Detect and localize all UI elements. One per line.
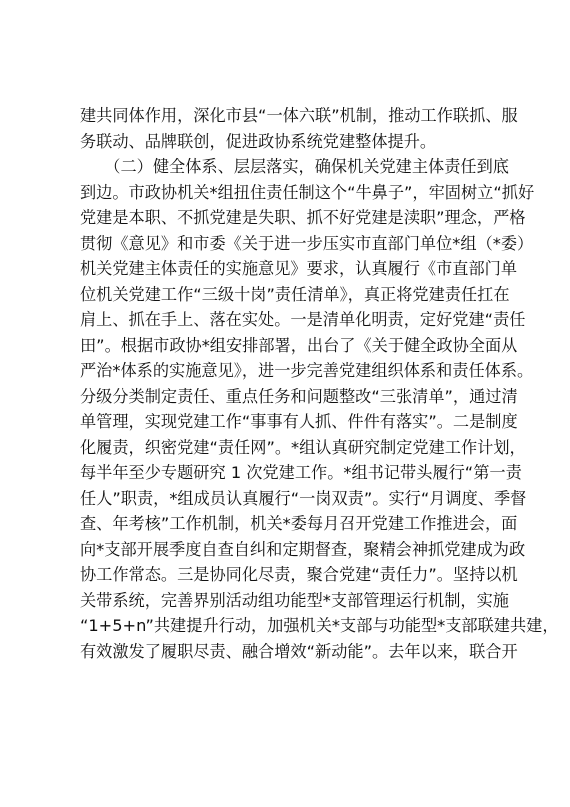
text-line: 化履责，织密党建“责任网”。*组认真研究制定党建工作计划，	[80, 437, 526, 457]
text-line: 有效激发了履职尽责、融合增效“新动能”。去年以来，联合开	[80, 641, 518, 661]
text-line: 单管理，实现党建工作“事事有人抓、件件有落实”。二是制度	[80, 412, 518, 431]
text-line: 查、年考核”工作机制，机关*委每月召开党建工作推进会，面	[80, 514, 518, 533]
text-line: 务联动、品牌联创，促进政协系统党建整体提升。	[80, 131, 437, 151]
text-line: 到边。市政协机关*组扭住责任制这个“牛鼻子”，牢固树立“抓好	[80, 182, 535, 202]
text-line: 肩上、抓在手上、落在实处。一是清单化明责，定好党建“责任	[80, 310, 526, 329]
text-line: 机关党建主体责任的实施意见》要求，认真履行《市直部门单	[80, 259, 518, 278]
text-line: “1+5+n”共建提升行动，加强机关*支部与功能型*支部联建共建，	[80, 616, 559, 635]
text-line: 关带系统，完善界别活动组功能型*支部管理运行机制，实施	[80, 590, 509, 610]
text-line: 建共同体作用，深化市县“一体六联”机制，推动工作联抓、服	[80, 106, 518, 125]
text-line: 协工作常态。三是协同化尽责，聚合党建“责任力”。坚持以机	[80, 565, 518, 584]
text-line: 任人”职责，*组成员认真履行“一岗双责”。实行“月调度、季督	[80, 488, 527, 508]
text-line: 向*支部开展季度自查自纠和定期督查，聚精会神抓党建成为政	[80, 539, 526, 559]
text-line: 分级分类制定责任、重点任务和问题整改“三张清单”，通过清	[80, 386, 518, 406]
text-line: 每半年至少专题研究 1 次党建工作。*组书记带头履行“第一责	[80, 463, 522, 482]
text-line: 位机关党建工作“三级十岗”责任清单》，真正将党建责任扛在	[80, 284, 510, 304]
text-line: 田”。根据市政协*组安排部署，出台了《关于健全政协全面从	[80, 335, 518, 355]
text-line: （二）健全体系、层层落实，确保机关党建主体责任到底	[80, 157, 509, 176]
text-line: 党建是本职、不抓党建是失职、抓不好党建是渎职”理念，严格	[80, 208, 526, 227]
text-line: 贯彻《意见》和市委《关于进一步压实市直部门单位*组（*委）	[80, 233, 534, 253]
text-line: 严治*体系的实施意见》，进一步完善党建组织体系和责任体系。	[80, 361, 534, 380]
body-text	[80, 103, 559, 664]
